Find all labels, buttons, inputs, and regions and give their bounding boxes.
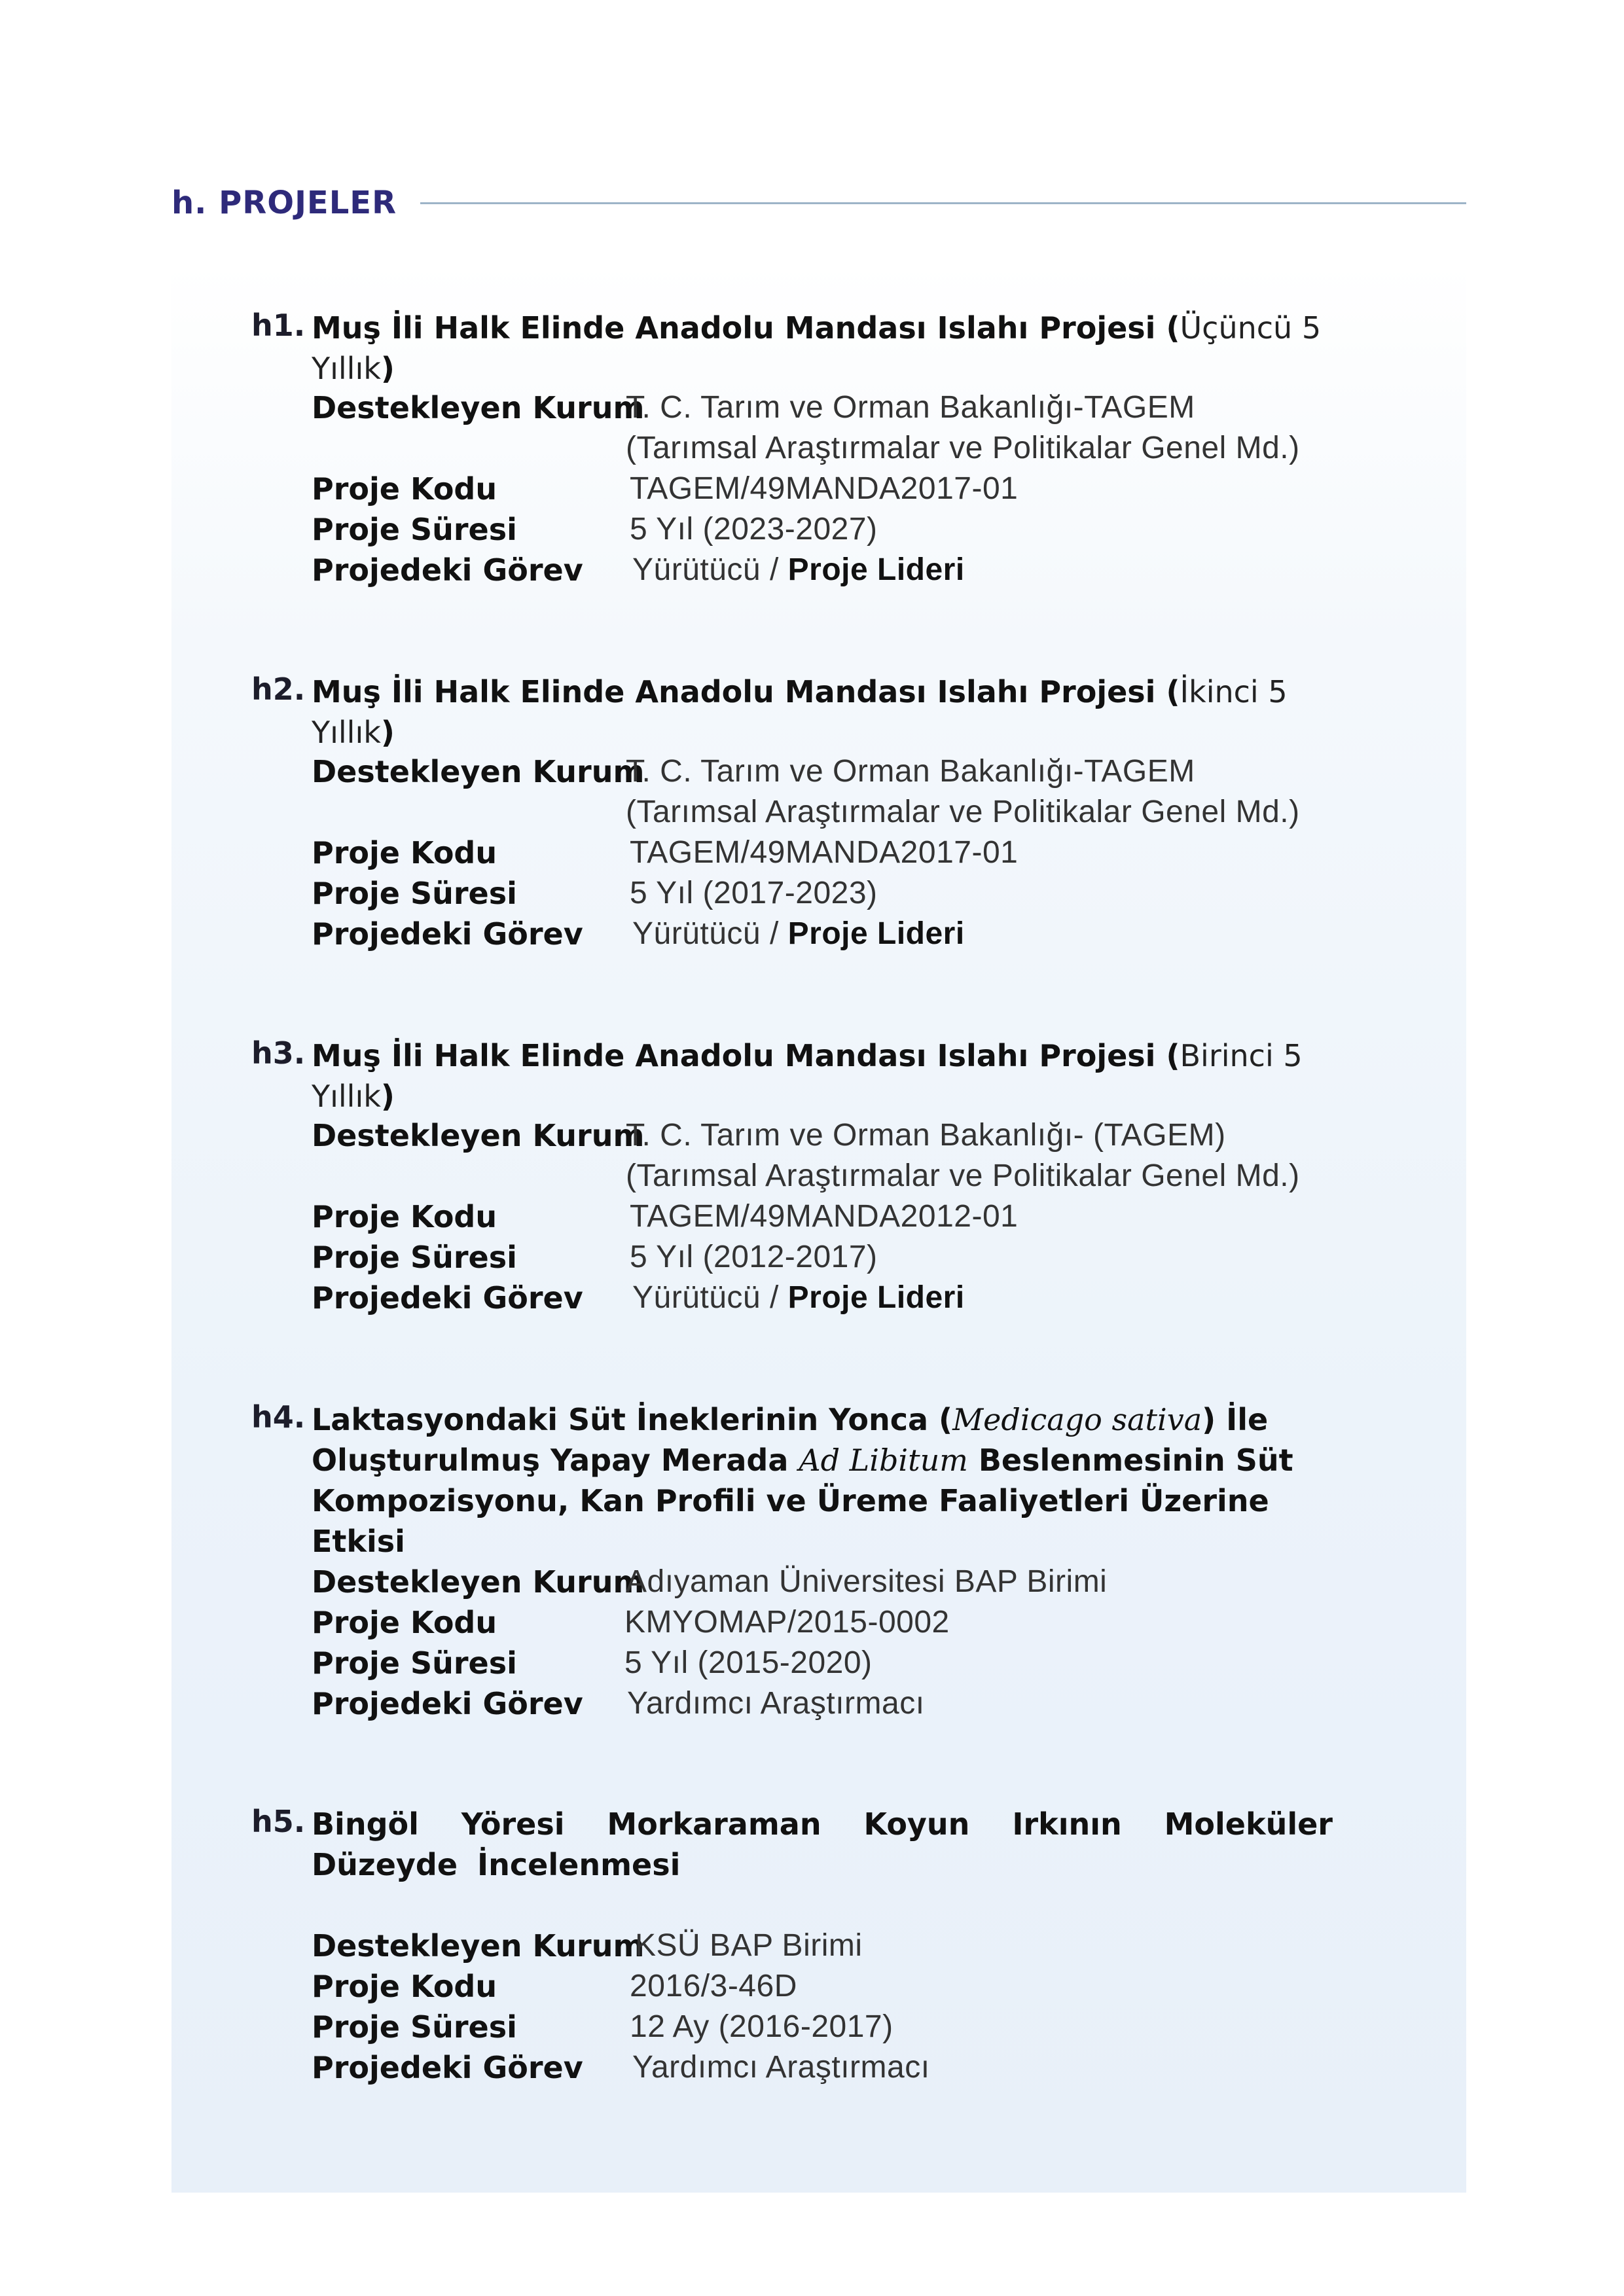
supporting-institution-label: Destekleyen Kurum [312, 1928, 645, 1964]
project-role-label: Projedeki Görev [312, 916, 583, 952]
supporting-institution: T. C. Tarım ve Orman Bakanlığı-TAGEM [626, 754, 1195, 789]
project-role: Yürütücü / Proje Lideri [632, 552, 965, 587]
project-duration-label: Proje Süresi [312, 1645, 517, 1681]
supporting-institution: T. C. Tarım ve Orman Bakanlığı-TAGEM [626, 390, 1195, 425]
project-duration: 5 Yıl (2023-2027) [630, 512, 878, 547]
project-number: h1. [251, 308, 306, 343]
project-code: TAGEM/49MANDA2017-01 [630, 835, 1019, 870]
section-divider [420, 202, 1466, 204]
project-title: Laktasyondaki Süt İneklerinin Yonca (Medicago sativa) İle Oluşturulmuş Yapay Merada Ad Libitum Beslenmesinin Süt Kompozisyonu, Kan Profili ve Üreme Faaliyetleri Üzerine Etkisi [312, 1402, 1293, 1559]
supporting-institution-detail: (Tarımsal Araştırmalar ve Politikalar Genel Md.) [626, 431, 1300, 465]
project-code-label: Proje Kodu [312, 1199, 497, 1234]
project-code-label: Proje Kodu [312, 1605, 497, 1640]
supporting-institution-label: Destekleyen Kurum [312, 390, 645, 425]
project-code: 2016/3-46D [630, 1969, 797, 2003]
project-code-label: Proje Kodu [312, 1969, 497, 2004]
project-duration: 12 Ay (2016-2017) [630, 2009, 893, 2044]
project-role: Yürütücü / Proje Lideri [632, 1280, 965, 1315]
section-header [171, 182, 1466, 224]
project-role: Yardımcı Araştırmacı [627, 1686, 925, 1721]
supporting-institution: Adıyaman Üniversitesi BAP Birimi [626, 1564, 1108, 1599]
project-number: h2. [251, 672, 306, 707]
project-duration: 5 Yıl (2017-2023) [630, 876, 878, 910]
project-code-label: Proje Kodu [312, 471, 497, 507]
supporting-institution-label: Destekleyen Kurum [312, 754, 645, 789]
project-details [312, 1562, 1359, 1724]
project-duration-label: Proje Süresi [312, 1240, 517, 1275]
project-duration: 5 Yıl (2015-2020) [624, 1645, 873, 1680]
project-role-label: Projedeki Görev [312, 552, 583, 588]
supporting-institution: KSÜ BAP Birimi [635, 1928, 863, 1963]
project-details [312, 1926, 1359, 2088]
project-code-label: Proje Kodu [312, 835, 497, 870]
supporting-institution-label: Destekleyen Kurum [312, 1564, 645, 1600]
project-role-label: Projedeki Görev [312, 1280, 583, 1316]
supporting-institution-detail: (Tarımsal Araştırmalar ve Politikalar Genel Md.) [626, 795, 1300, 829]
project-title: Muş İli Halk Elinde Anadolu Mandası Islahı Projesi (Birinci 5 Yıllık) [312, 1038, 1303, 1114]
supporting-institution-label: Destekleyen Kurum [312, 1118, 645, 1153]
project-code: KMYOMAP/2015-0002 [624, 1605, 950, 1640]
project-code: TAGEM/49MANDA2017-01 [630, 471, 1019, 506]
project-code: TAGEM/49MANDA2012-01 [630, 1199, 1019, 1234]
project-title: Muş İli Halk Elinde Anadolu Mandası Islahı Projesi (Üçüncü 5 Yıllık) [312, 310, 1322, 386]
project-role: Yardımcı Araştırmacı [632, 2050, 930, 2085]
project-number: h3. [251, 1035, 306, 1071]
project-details [312, 387, 1359, 590]
supporting-institution: T. C. Tarım ve Orman Bakanlığı- (TAGEM) [626, 1118, 1226, 1153]
project-duration-label: Proje Süresi [312, 876, 517, 911]
project-title: Bingöl Yöresi Morkaraman Koyun Irkının Moleküler Düzeyde İncelenmesi [312, 1806, 1333, 1882]
supporting-institution-detail: (Tarımsal Araştırmalar ve Politikalar Genel Md.) [626, 1158, 1300, 1193]
project-role: Yürütücü / Proje Lideri [632, 916, 965, 951]
section-title: h. PROJELER [171, 185, 397, 221]
project-details [312, 1115, 1359, 1318]
project-role-label: Projedeki Görev [312, 2050, 583, 2085]
project-duration: 5 Yıl (2012-2017) [630, 1240, 878, 1274]
project-title: Muş İli Halk Elinde Anadolu Mandası Islahı Projesi (İkinci 5 Yıllık) [312, 674, 1288, 750]
project-duration-label: Proje Süresi [312, 512, 517, 547]
project-number: h5. [251, 1804, 306, 1839]
project-role-label: Projedeki Görev [312, 1686, 583, 1721]
project-number: h4. [251, 1399, 306, 1435]
project-details [312, 751, 1359, 954]
project-duration-label: Proje Süresi [312, 2009, 517, 2045]
